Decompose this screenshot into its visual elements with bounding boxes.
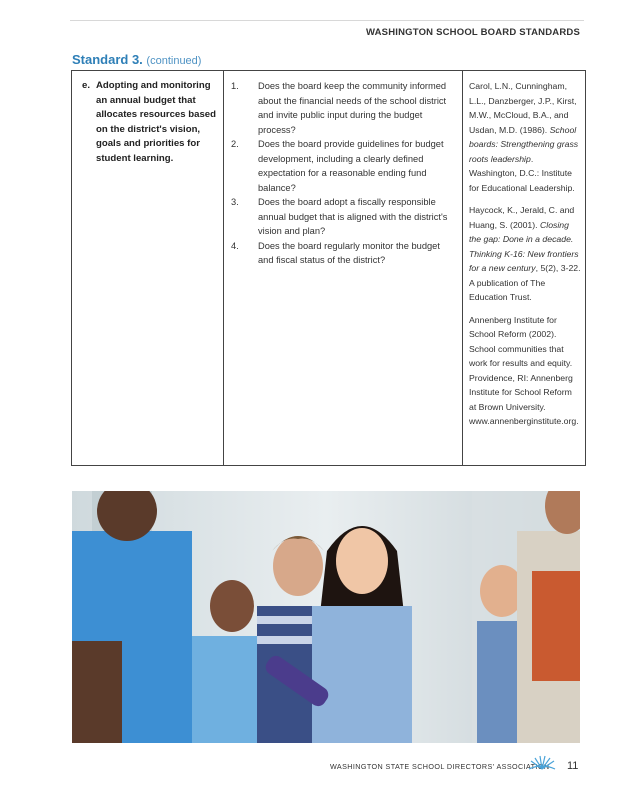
header-rule — [70, 20, 584, 21]
running-header: WASHINGTON SCHOOL BOARD STANDARDS — [365, 27, 580, 38]
criterion-column — [72, 71, 224, 465]
question-item — [231, 239, 453, 268]
question-text: Does the board provide guidelines for budget development, including a clearly defined expectation for a reasonable ending fund balance? — [258, 139, 444, 193]
question-text: Does the board keep the community informed about the financial needs of the school district and invite public input during the budget process? — [258, 81, 447, 135]
page-number: 11 — [567, 760, 579, 772]
resource-publisher: School communities that work for results and equity. Providence, RI: Annenberg Institute for School Reform at Brown University. www.annenberginstitute.org. — [469, 343, 579, 426]
criterion — [82, 79, 218, 167]
resource-title: School boards: Strengthening grass roots leadership — [469, 124, 579, 164]
resource-entry — [469, 313, 581, 429]
criterion-text: Adopting and monitoring an annual budget that allocates resources based on the district's vision, goals and priorities for student learning. — [96, 80, 216, 164]
criterion-letter: e. — [82, 80, 91, 91]
standard-table — [71, 70, 586, 466]
wssda-sunburst-logo-icon — [527, 755, 557, 776]
resource-title: Closing the gap: Done in a decade. Thinking K-16: New frontiers for a new century — [469, 219, 579, 273]
questions-column — [223, 71, 463, 465]
question-number: 3. — [231, 197, 239, 207]
standard-heading — [72, 52, 201, 67]
standard-title: Standard 3. — [72, 52, 143, 67]
resource-citation: Haycock, K., Jerald, C. and Huang, S. (2001). — [469, 205, 575, 230]
resource-publisher: . Washington, D.C.: Institute for Educational Leadership. — [469, 153, 575, 193]
question-list — [231, 79, 453, 268]
resource-entry — [469, 203, 581, 305]
footer-organization: WASHINGTON STATE SCHOOL DIRECTORS' ASSOCIATION — [330, 762, 550, 771]
standard-continued-label: (continued) — [146, 55, 202, 67]
students-photo-illustration — [72, 491, 580, 743]
question-text: Does the board adopt a fiscally responsible annual budget that is aligned with the district's vision and plan? — [258, 197, 448, 236]
resource-entry — [469, 79, 581, 195]
resource-publisher: , 5(2), 3-22. A publication of The Education Trust. — [469, 263, 581, 302]
question-text: Does the board regularly monitor the budget and fiscal status of the district? — [258, 240, 440, 265]
resource-citation: Annenberg Institute for School Reform (2002). — [469, 314, 557, 339]
students-photo — [72, 491, 580, 743]
resource-list — [469, 79, 581, 437]
question-number: 4. — [231, 240, 239, 251]
resources-column — [462, 71, 585, 465]
question-item — [231, 137, 453, 195]
resource-citation: Carol, L.N., Cunningham, L.L., Danzberger, J.P., Kirst, M.W., McCloud, B.A., and Usdan, M.D. (1986). — [469, 81, 577, 135]
question-item — [231, 195, 453, 239]
question-number: 1. — [231, 81, 239, 91]
question-item — [231, 79, 453, 137]
question-number: 2. — [231, 139, 239, 149]
